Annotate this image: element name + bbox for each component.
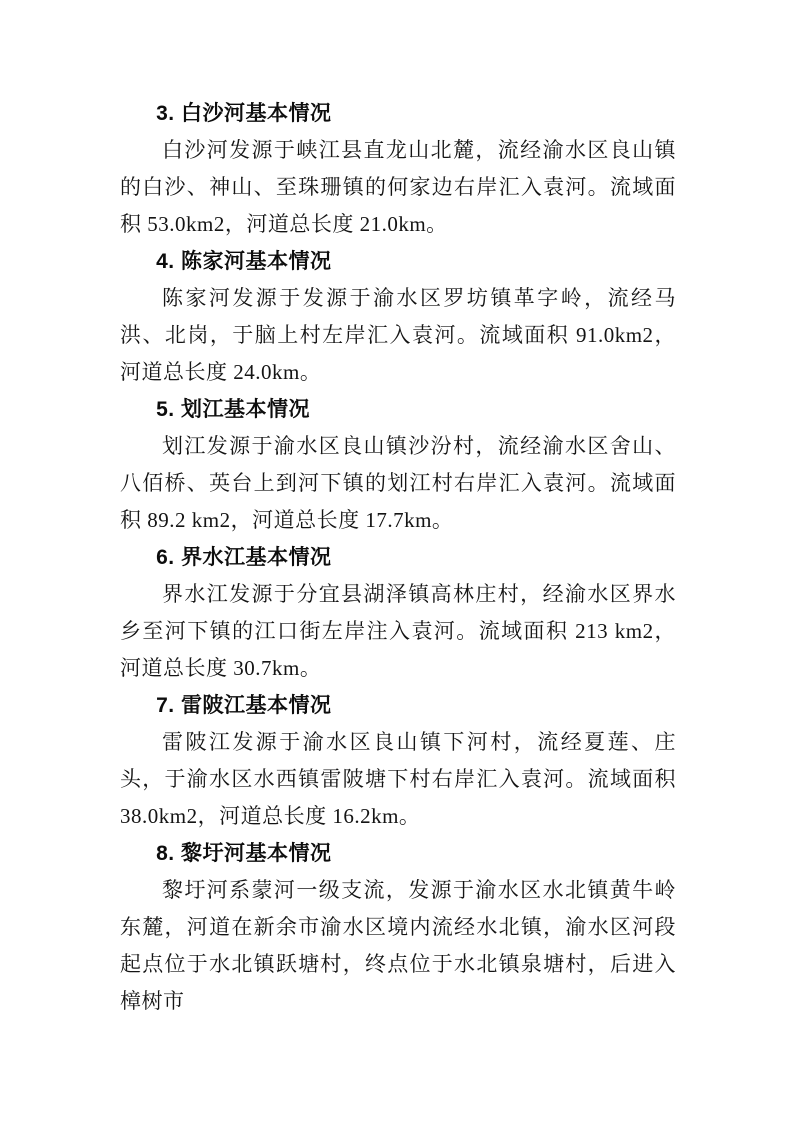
section-heading: 3. 白沙河基本情况 [156, 102, 332, 125]
section-heading: 5. 划江基本情况 [156, 398, 310, 421]
river-section [120, 687, 676, 835]
section-heading: 8. 黎圩河基本情况 [156, 842, 332, 865]
river-section [120, 95, 676, 243]
section-paragraph: 白沙河发源于峡江县直龙山北麓，流经渝水区良山镇的白沙、神山、至珠珊镇的何家边右岸汇入袁河。流域面积 53.0km2，河道总长度 21.0km。 [120, 138, 676, 236]
section-paragraph: 划江发源于渝水区良山镇沙汾村，流经渝水区舍山、八佰桥、英台上到河下镇的划江村右岸汇入袁河。流域面积 89.2 km2，河道总长度 17.7km。 [120, 434, 676, 532]
section-heading: 4. 陈家河基本情况 [156, 250, 332, 273]
section-heading: 7. 雷陂江基本情况 [156, 694, 332, 717]
river-section [120, 539, 676, 687]
section-paragraph: 黎圩河系蒙河一级支流，发源于渝水区水北镇黄牛岭东麓，河道在新余市渝水区境内流经水北镇，渝水区河段起点位于水北镇跃塘村，终点位于水北镇泉塘村，后进入樟树市 [120, 878, 676, 1013]
section-paragraph: 雷陂江发源于渝水区良山镇下河村，流经夏莲、庄头，于渝水区水西镇雷陂塘下村右岸汇入袁河。流域面积 38.0km2，河道总长度 16.2km。 [120, 730, 676, 828]
river-section [120, 243, 676, 391]
section-heading: 6. 界水江基本情况 [156, 546, 332, 569]
section-paragraph: 界水江发源于分宜县湖泽镇高林庄村，经渝水区界水乡至河下镇的江口街左岸注入袁河。流域面积 213 km2，河道总长度 30.7km。 [120, 582, 676, 680]
section-paragraph: 陈家河发源于发源于渝水区罗坊镇革字岭，流经马洪、北岗，于脑上村左岸汇入袁河。流域面积 91.0km2，河道总长度 24.0km。 [120, 286, 676, 384]
river-section [120, 391, 676, 539]
document-body [120, 95, 676, 1020]
river-section [120, 835, 676, 1020]
